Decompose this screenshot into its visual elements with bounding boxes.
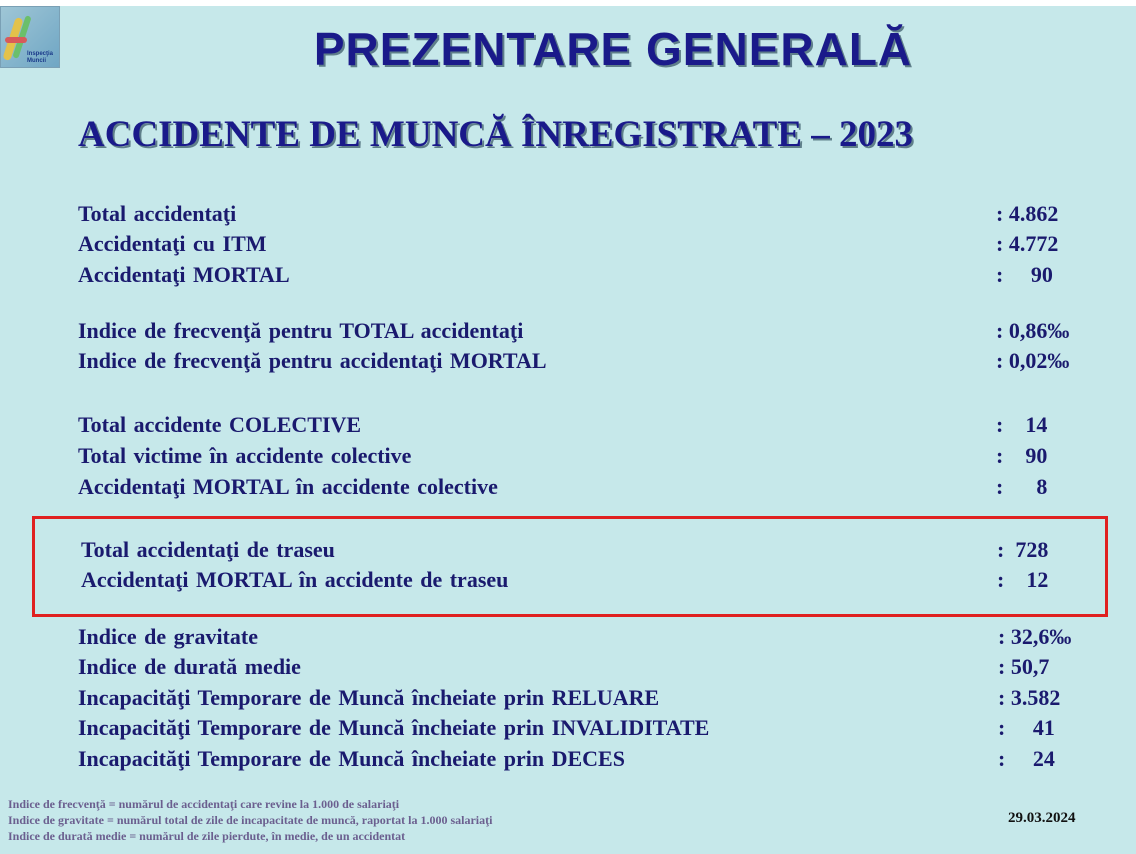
stat-row — [78, 201, 1078, 231]
stat-label: Incapacităţi Temporare de Muncă încheiate prin RELUARE — [78, 685, 660, 710]
stat-row — [78, 746, 1078, 776]
footnote: Indice de gravitate = numărul total de zile de incapacitate de muncă, raportat la 1.000 salariaţi — [8, 813, 493, 827]
stat-value: : 32,6‰ — [998, 624, 1072, 649]
stat-value: : 41 — [998, 715, 1055, 740]
stat-row — [78, 262, 1078, 292]
page-subtitle: ACCIDENTE DE MUNCĂ ÎNREGISTRATE – 2023 — [78, 114, 913, 155]
stat-value: : 4.772 — [996, 231, 1059, 256]
stat-row — [78, 685, 1078, 715]
stat-label: Indice de frecvenţă pentru TOTAL accidentaţi — [78, 318, 524, 343]
stat-row — [78, 624, 1078, 654]
stat-row — [78, 654, 1078, 684]
stat-value: : 8 — [996, 474, 1048, 499]
stat-row — [78, 348, 1078, 378]
stat-label: Accidentaţi MORTAL în accidente colective — [78, 474, 498, 499]
stat-label: Total victime în accidente colective — [78, 443, 412, 468]
logo-text: Inspecţia Muncii — [27, 51, 54, 64]
stat-row — [78, 715, 1078, 745]
stat-label: Accidentaţi MORTAL — [78, 262, 290, 287]
stat-label: Incapacităţi Temporare de Muncă încheiate prin INVALIDITATE — [78, 715, 710, 740]
footnote: Indice de frecvenţă = numărul de accidentaţi care revine la 1.000 de salariaţi — [8, 797, 400, 811]
stat-row — [78, 412, 1078, 442]
footnote: Indice de durată medie = numărul de zile pierdute, în medie, de un accidentat — [8, 829, 406, 843]
stat-value: : 4.862 — [996, 201, 1059, 226]
stat-value: : 14 — [996, 412, 1048, 437]
stat-row — [78, 474, 1078, 504]
stat-value: : 0,86‰ — [996, 318, 1070, 343]
stat-label: Accidentaţi cu ITM — [78, 231, 267, 256]
stat-row — [81, 567, 1081, 597]
stat-label: Total accidentaţi — [78, 201, 237, 226]
stat-row — [81, 537, 1081, 567]
stat-value: : 24 — [998, 746, 1055, 771]
stat-label: Accidentaţi MORTAL în accidente de traseu — [81, 567, 509, 592]
footnotes — [8, 796, 492, 844]
top-border — [0, 0, 1136, 6]
stat-label: Total accidentaţi de traseu — [81, 537, 335, 562]
stat-label: Total accidente COLECTIVE — [78, 412, 362, 437]
stat-value: : 50,7 — [998, 654, 1050, 679]
stat-label: Incapacităţi Temporare de Muncă încheiate prin DECES — [78, 746, 625, 771]
stat-value: : 90 — [996, 262, 1053, 287]
stat-row — [78, 231, 1078, 261]
stat-row — [78, 318, 1078, 348]
stat-label: Indice de frecvenţă pentru accidentaţi MORTAL — [78, 348, 547, 373]
report-date: 29.03.2024 — [1008, 810, 1076, 826]
stat-label: Indice de durată medie — [78, 654, 301, 679]
stat-value: : 12 — [997, 567, 1049, 592]
stat-label: Indice de gravitate — [78, 624, 258, 649]
stat-value: : 0,02‰ — [996, 348, 1070, 373]
page-title: PREZENTARE GENERALĂ — [313, 23, 913, 75]
stat-value: : 728 — [997, 537, 1049, 562]
stat-row — [78, 443, 1078, 473]
stat-value: : 3.582 — [998, 685, 1061, 710]
stat-value: : 90 — [996, 443, 1048, 468]
